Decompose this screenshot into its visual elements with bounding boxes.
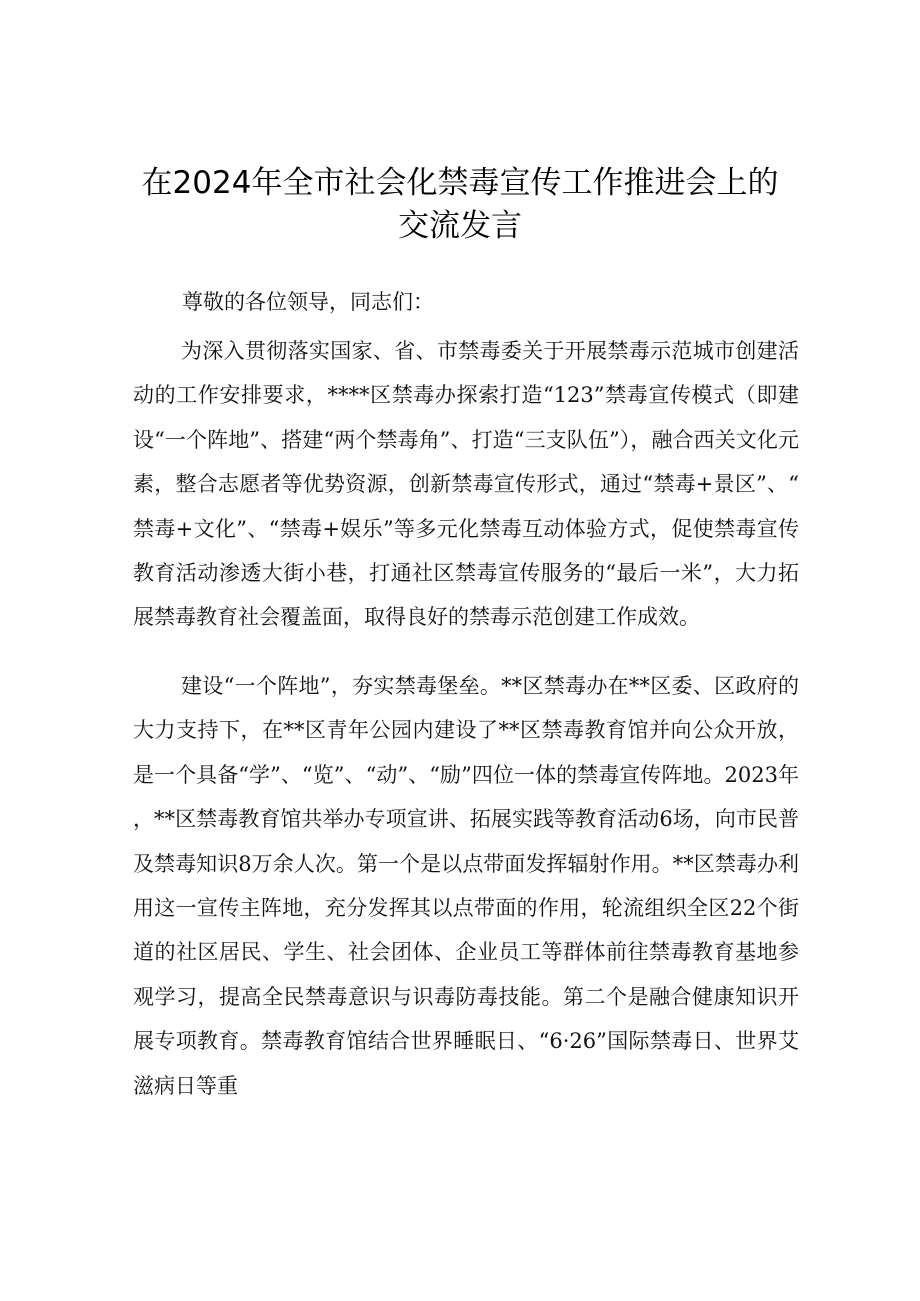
document-title-line-2: 交流发言 (398, 208, 522, 244)
document-title-line-1: 在2024年全市社会化禁毒宣传工作推进会上的 (141, 165, 779, 201)
paragraph-position: 建设“一个阵地”，夯实禁毒堡垒。**区禁毒办在**区委、区政府的大力支持下，在**区青年公园内建设了**区禁毒教育馆并向公众开放，是一个具备“学”、“览”、“动”、“励”四位一体的禁毒宣传阵地。2023年，**区禁毒教育馆共举办专项宣讲、拓展实践等教育活动6场，向市民普及禁毒知识8万余人次。第一个是以点带面发挥辐射作用。**区禁毒办利用这一宣传主阵地，充分发挥其以点带面的作用，轮流组织全区22个街道的社区居民、学生、社会团体、企业员工等群体前往禁毒教育基地参观学习，提高全民禁毒意识与识毒防毒技能。第二个是融合健康知识开展专项教育。禁毒教育馆结合世界睡眠日、“6·26”国际禁毒日、世界艾滋病日等重 (133, 674, 799, 1098)
paragraph-intro: 为深入贯彻落实国家、省、市禁毒委关于开展禁毒示范城市创建活动的工作安排要求，****区禁毒办探索打造“123”禁毒宣传模式（即建设“一个阵地”、搭建“两个禁毒角”、打造“三支队伍”），融合西关文化元素，整合志愿者等优势资源，创新禁毒宣传形式，通过“禁毒+景区”、“禁毒+文化”、“禁毒+娱乐”等多元化禁毒互动体验方式，促使禁毒宣传教育活动渗透大街小巷，打通社区禁毒宣传服务的“最后一米”，大力拓展禁毒教育社会覆盖面，取得良好的禁毒示范创建工作成效。 (133, 339, 799, 630)
salutation: 尊敬的各位领导，同志们： (182, 290, 434, 314)
